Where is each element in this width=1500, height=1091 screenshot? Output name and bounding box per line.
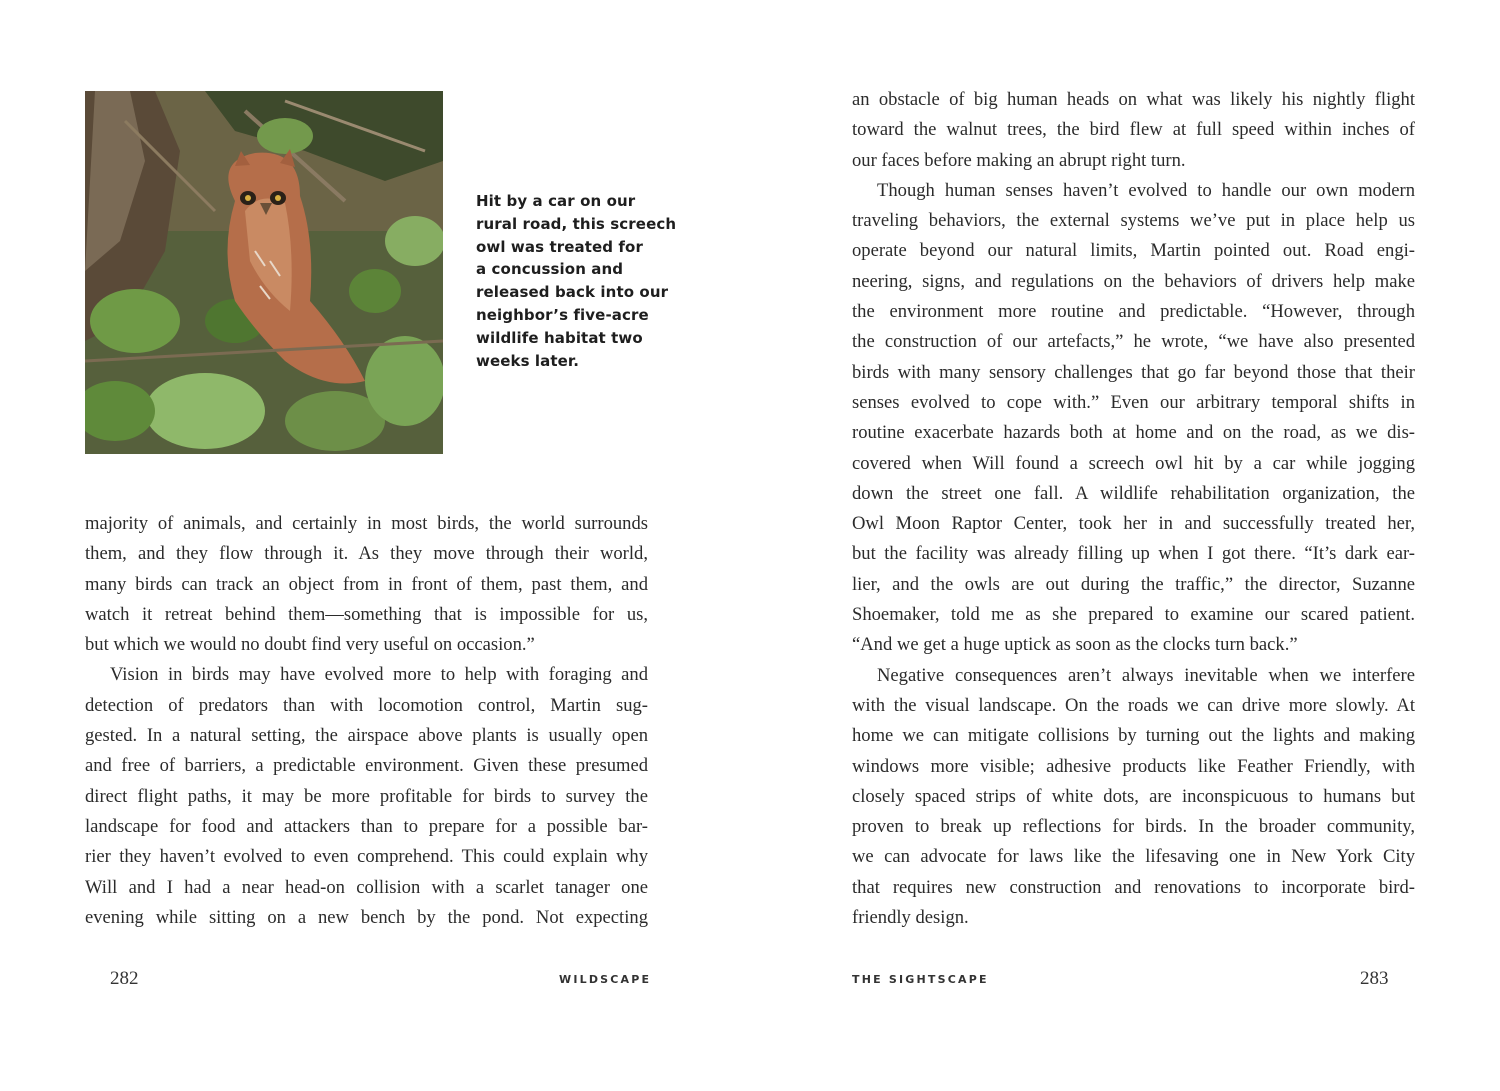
body-line: Shoemaker, told me as she prepared to examine our scared patient.	[852, 604, 1415, 626]
body-line: with the visual landscape. On the roads we can drive more slowly. At	[852, 694, 1415, 716]
body-line: watch it retreat behind them—something that is impossible for us,	[85, 603, 648, 625]
body-line: but which we would no doubt find very useful on occasion.”	[85, 634, 535, 656]
body-line: we can advocate for laws like the lifesaving one in New York City	[852, 846, 1415, 868]
body-line: toward the walnut trees, the bird flew at full speed within inches of	[852, 119, 1415, 141]
body-line: the construction of our artefacts,” he wrote, “we have also presented	[852, 331, 1415, 353]
running-head: WILDSCAPE	[559, 973, 652, 986]
body-line: Owl Moon Raptor Center, took her in and successfully treated her,	[852, 513, 1415, 535]
body-line: Will and I had a near head-on collision with a scarlet tanager one	[85, 876, 648, 898]
body-line: evening while sitting on a new bench by the pond. Not expecting	[85, 906, 648, 928]
body-line: routine exacerbate hazards both at home and on the road, as we dis-	[852, 422, 1415, 444]
running-head: THE SIGHTSCAPE	[852, 973, 989, 986]
body-line: covered when Will found a screech owl hit by a car while jogging	[852, 452, 1415, 474]
body-line: Vision in birds may have evolved more to help with foraging and	[110, 664, 648, 686]
caption-line: weeks later.	[476, 351, 580, 370]
body-line: majority of animals, and certainly in most birds, the world surrounds	[85, 513, 648, 534]
body-line: “And we get a huge uptick as soon as the clocks turn back.”	[852, 634, 1298, 656]
body-line: an obstacle of big human heads on what was likely his nightly flight	[852, 89, 1415, 110]
body-line: friendly design.	[852, 907, 969, 929]
body-line: gested. In a natural setting, the airspace above plants is usually open	[85, 725, 648, 747]
caption-line: neighbor’s five-acre	[476, 305, 649, 324]
caption-line: wildlife habitat two	[476, 328, 643, 347]
body-line: home we can mitigate collisions by turning out the lights and making	[852, 725, 1415, 747]
caption-line: released back into our	[476, 283, 669, 302]
body-line: detection of predators than with locomotion control, Martin sug-	[85, 694, 648, 716]
body-line: our faces before making an abrupt right turn.	[852, 149, 1186, 171]
body-line: the environment more routine and predictable. “However, through	[852, 301, 1415, 323]
owl-photo-illustration	[85, 91, 443, 454]
body-line: many birds can track an object from in front of them, past them, and	[85, 573, 648, 595]
body-line: but the facility was already filling up when I got there. “It’s dark ear-	[852, 543, 1415, 565]
body-line: Negative consequences aren’t always inevitable when we interfere	[877, 664, 1415, 686]
body-line: down the street one fall. A wildlife rehabilitation organization, the	[852, 482, 1415, 504]
body-line: proven to break up reflections for birds. In the broader community,	[852, 816, 1415, 838]
body-line: landscape for food and attackers than to prepare for a possible bar-	[85, 815, 648, 837]
body-line: traveling behaviors, the external systems we’ve put in place help us	[852, 210, 1415, 232]
body-line: that requires new construction and renovations to incorporate bird-	[852, 876, 1415, 898]
body-line: them, and they flow through it. As they move through their world,	[85, 543, 648, 565]
right-body-text	[852, 85, 1415, 933]
body-line: and free of barriers, a predictable environment. Given these presumed	[85, 755, 648, 777]
caption-line: rural road, this screech	[476, 214, 677, 233]
body-line: closely spaced strips of white dots, are inconspicuous to humans but	[852, 785, 1415, 807]
caption-line: owl was treated for	[476, 237, 643, 256]
body-line: senses evolved to cope with.” Even our arbitrary temporal shifts in	[852, 391, 1415, 413]
body-line: Though human senses haven’t evolved to handle our own modern	[877, 179, 1415, 201]
body-line: lier, and the owls are out during the traffic,” the director, Suzanne	[852, 573, 1415, 595]
page-number: 282	[110, 968, 139, 989]
body-line: direct flight paths, it may be more profitable for birds to survey the	[85, 785, 648, 807]
caption-line: a concussion and	[476, 260, 624, 279]
body-line: operate beyond our natural limits, Martin pointed out. Road engi-	[852, 240, 1415, 262]
left-body-text	[85, 509, 648, 933]
page-number: 283	[1360, 968, 1389, 989]
caption-line: Hit by a car on our	[476, 192, 636, 210]
photo-caption	[476, 190, 677, 372]
body-line: rier they haven’t evolved to even comprehend. This could explain why	[85, 846, 648, 868]
body-line: windows more visible; adhesive products like Feather Friendly, with	[852, 755, 1415, 777]
owl-photo	[85, 91, 443, 454]
body-line: birds with many sensory challenges that go far beyond those that their	[852, 361, 1415, 383]
right-page	[750, 0, 1500, 1091]
body-line: neering, signs, and regulations on the behaviors of drivers help make	[852, 270, 1415, 292]
